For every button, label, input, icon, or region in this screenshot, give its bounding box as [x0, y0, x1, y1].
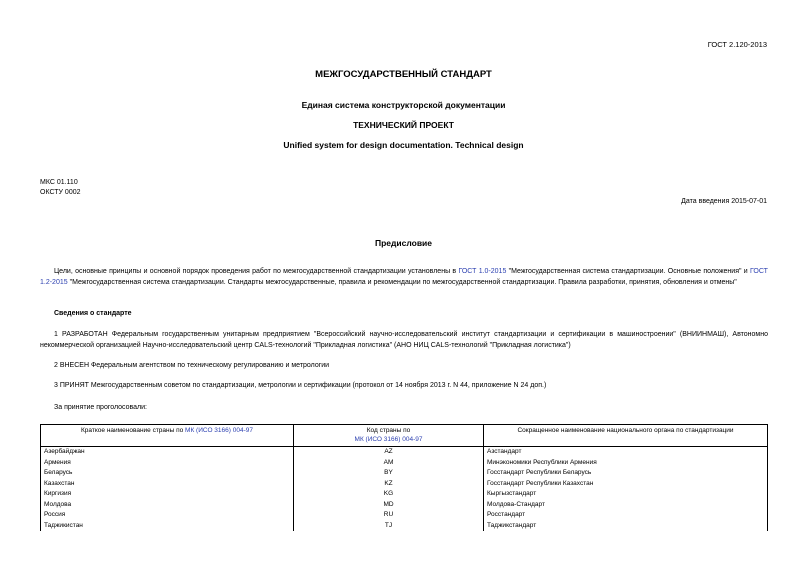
standards-body-cell: Госстандарт Республики Беларусь: [484, 468, 768, 479]
header-text: Код страны по: [366, 427, 411, 434]
country-cell: Россия: [41, 510, 294, 521]
column-header-country: [41, 425, 294, 447]
introduction-date: Дата введения 2015-07-01: [681, 198, 767, 205]
voted-for-paragraph: За принятие проголосовали:: [54, 404, 147, 411]
standards-body-cell: Азстандарт: [484, 447, 768, 458]
text-segment: "Межгосударственная система стандартизации. Стандарты межгосударственные, правила и рекомендации по межгосударственной стандартизации. Правила разработки, принятия, обновления и отмены": [67, 278, 737, 286]
developed-by-paragraph: 1 РАЗРАБОТАН Федеральным государственным унитарным предприятием "Всероссийский научно-исследовательский институт стандартизации и сертификации в машиностроении" (ВНИИНМАШ), Автономно некоммерческой организацией Научно-исследовательский центр CALS-технологий "Прикладная логистика" (АНО НИЦ CALS-технологий "Прикладная логистика"): [40, 331, 768, 349]
table-row: [41, 447, 768, 458]
table-row: [41, 479, 768, 490]
preface-paragraph-1: [40, 267, 768, 288]
country-code-cell: KG: [294, 489, 484, 500]
standards-body-cell: Молдова-Стандарт: [484, 500, 768, 511]
standard-info-heading: Сведения о стандарте: [54, 310, 132, 317]
document-title: ТЕХНИЧЕСКИЙ ПРОЕКТ: [353, 120, 454, 130]
country-cell: Казахстан: [41, 479, 294, 490]
country-cell: Армения: [41, 458, 294, 469]
country-code-cell: AM: [294, 458, 484, 469]
standards-body-cell: Кыргызстандарт: [484, 489, 768, 500]
country-code-cell: MD: [294, 500, 484, 511]
table-row: [41, 468, 768, 479]
document-code: ГОСТ 2.120-2013: [707, 40, 767, 49]
country-cell: Молдова: [41, 500, 294, 511]
country-code-cell: KZ: [294, 479, 484, 490]
country-cell: Азербайджан: [41, 447, 294, 458]
table-row: [41, 458, 768, 469]
table-row: [41, 489, 768, 500]
adopted-by-paragraph: 3 ПРИНЯТ Межгосударственным советом по стандартизации, метрологии и сертификации (протокол от 14 ноября 2013 г. N 44, приложение N 24 доп.): [54, 382, 547, 389]
header-text: Краткое наименование страны по: [81, 427, 186, 434]
standards-body-cell: Таджикстандарт: [484, 521, 768, 532]
country-code-cell: AZ: [294, 447, 484, 458]
column-header-code: [294, 425, 484, 447]
country-cell: Беларусь: [41, 468, 294, 479]
okstu-code: ОКСТУ 0002: [40, 189, 81, 196]
standards-body-cell: Госстандарт Республики Казахстан: [484, 479, 768, 490]
country-cell: Таджикистан: [41, 521, 294, 532]
text-segment: "Межгосударственная система стандартизации. Основные положения" и: [506, 268, 751, 275]
country-code-cell: TJ: [294, 521, 484, 532]
table-row: [41, 521, 768, 532]
country-cell: Киргизия: [41, 489, 294, 500]
country-code-cell: BY: [294, 468, 484, 479]
table-row: [41, 510, 768, 521]
gost-1-2-link[interactable]: ГОСТ 1.2-2015: [40, 268, 768, 286]
mks-code: МКС 01.110: [40, 179, 78, 186]
introduced-by-paragraph: 2 ВНЕСЕН Федеральным агентством по техническому регулированию и метрологии: [54, 362, 330, 369]
mk-iso-3166-link[interactable]: МК (ИСО 3166) 004-97: [185, 427, 253, 434]
voting-states-table: [40, 424, 768, 531]
standards-body-cell: Росстандарт: [484, 510, 768, 521]
system-name-heading: Единая система конструкторской документации: [301, 100, 506, 110]
table-row: [41, 500, 768, 511]
table-header-row: [41, 425, 768, 447]
column-header-standards-body: Сокращенное наименование национального органа по стандартизации: [484, 425, 768, 447]
english-title: Unified system for design documentation. Technical design: [283, 140, 524, 150]
text-segment: Цели, основные принципы и основной порядок проведения работ по межгосударственной стандартизации установлены в: [54, 268, 459, 275]
standard-type-heading: МЕЖГОСУДАРСТВЕННЫЙ СТАНДАРТ: [315, 69, 492, 80]
mk-iso-3166-link[interactable]: МК (ИСО 3166) 004-97: [354, 435, 423, 443]
preface-heading: Предисловие: [374, 238, 433, 248]
classification-block: [40, 178, 81, 198]
standards-body-cell: Минэкономики Республики Армения: [484, 458, 768, 469]
gost-1-0-link[interactable]: ГОСТ 1.0-2015: [458, 268, 507, 275]
country-code-cell: RU: [294, 510, 484, 521]
